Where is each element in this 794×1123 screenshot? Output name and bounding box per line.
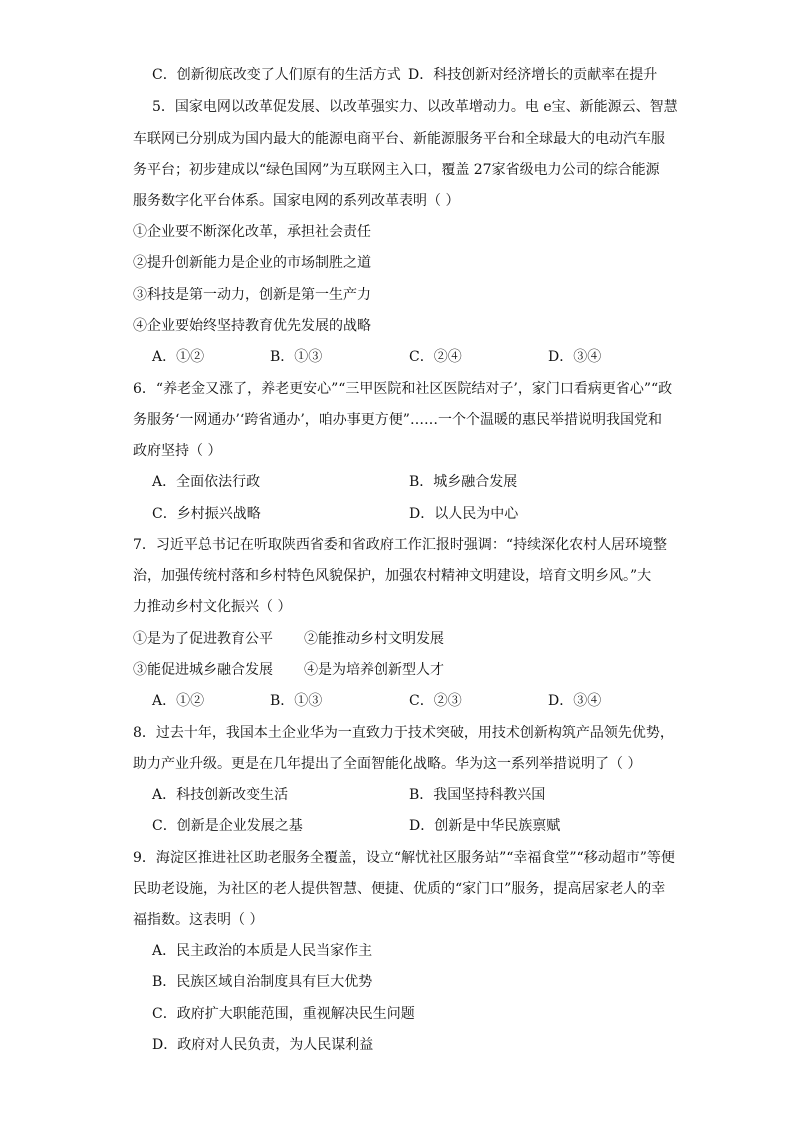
q7-statement: ④是为培养创新型人才 [304, 662, 444, 678]
q8-option-a[interactable]: A．科技创新改变生活 [152, 787, 289, 803]
q8-stem-line: 助力产业升级。更是在几年提出了全面智能化战略。华为这一系列举措说明了（ ） [133, 756, 642, 772]
q7-stem-line: 7．习近平总书记在听取陕西省委和省政府工作汇报时强调：“持续深化农村人居环境整 [133, 537, 668, 553]
q9-option-c[interactable]: C．政府扩大职能范围，重视解决民生问题 [152, 1006, 415, 1022]
q5-statement: ③科技是第一动力，创新是第一生产力 [133, 287, 371, 303]
q7-option-d[interactable]: D．③④ [548, 693, 602, 709]
q6-option-c[interactable]: C．乡村振兴战略 [152, 506, 261, 522]
q5-stem-line: 服务数字化平台体系。国家电网的系列改革表明（ ） [133, 193, 460, 209]
q8-option-d[interactable]: D．创新是中华民族禀赋 [409, 818, 561, 834]
q4-option-d: D．科技创新对经济增长的贡献率在提升 [408, 67, 658, 83]
q5-stem-line: 5．国家电网以改革促发展、以改革强实力、以改革增动力。电 e宝、新能源云、智慧 [152, 99, 678, 115]
q5-option-a[interactable]: A．①② [152, 349, 205, 365]
q6-option-b[interactable]: B．城乡融合发展 [409, 474, 518, 490]
q9-stem-line: 9．海淀区推进社区助老服务全覆盖，设立“解忧社区服务站”“幸福食堂”“移动超市”等便 [133, 850, 675, 866]
q5-stem-line: 车联网已分别成为国内最大的能源电商平台、新能源服务平台和全球最大的电动汽车服 [133, 131, 665, 147]
q5-statement: ④企业要始终坚持教育优先发展的战略 [133, 318, 371, 334]
q7-option-b[interactable]: B．①③ [270, 693, 323, 709]
q5-stem-line: 务平台；初步建成以“绿色国网”为互联网主入口，覆盖 27家省级电力公司的综合能源 [133, 162, 660, 178]
q6-stem-line: 6．“养老金又涨了，养老更安心”“三甲医院和社区医院结对子’，家门口看病更省心”“政 [133, 381, 673, 397]
q6-option-d[interactable]: D．以人民为中心 [409, 506, 519, 522]
q7-option-a[interactable]: A．①② [152, 693, 205, 709]
q9-stem-line: 福指数。这表明（ ） [133, 912, 264, 928]
q9-option-d[interactable]: D．政府对人民负责，为人民谋利益 [152, 1037, 374, 1053]
q7-stem-line: 治，加强传统村落和乡村特色风貌保护，加强农村精神文明建设，培育文明乡风。”大 [133, 568, 652, 584]
q7-statement: ①是为了促进教育公平 [133, 631, 273, 647]
q9-option-b[interactable]: B．民族区域自治制度具有巨大优势 [152, 974, 373, 990]
q8-option-b[interactable]: B．我国坚持科教兴国 [409, 787, 546, 803]
q9-option-a[interactable]: A．民主政治的本质是人民当家作主 [152, 943, 373, 959]
q7-stem-line: 力推动乡村文化振兴（ ） [133, 599, 292, 615]
q5-option-b[interactable]: B．①③ [270, 349, 323, 365]
q5-option-c[interactable]: C．②④ [409, 349, 462, 365]
q7-statement: ②能推动乡村文明发展 [304, 631, 444, 647]
q7-option-c[interactable]: C．②③ [409, 693, 462, 709]
q5-option-d[interactable]: D．③④ [548, 349, 602, 365]
q5-statement: ②提升创新能力是企业的市场制胜之道 [133, 255, 371, 271]
q7-statement: ③能促进城乡融合发展 [133, 662, 273, 678]
q4-option-c: C．创新彻底改变了人们原有的生活方式 [152, 67, 401, 83]
q6-stem-line: 务服务‘一网通办’‘跨省通办’，咱办事更方便”……一个个温暖的惠民举措说明我国党和 [133, 412, 662, 428]
q6-stem-line: 政府坚持（ ） [133, 443, 222, 459]
q8-option-c[interactable]: C．创新是企业发展之基 [152, 818, 303, 834]
q8-stem-line: 8．过去十年，我国本土企业华为一直致力于技术突破，用技术创新构筑产品领先优势， [133, 725, 674, 741]
q9-stem-line: 民助老设施，为社区的老人提供智慧、便捷、优质的“家门口”服务，提高居家老人的幸 [133, 881, 666, 897]
q5-statement: ①企业要不断深化改革，承担社会责任 [133, 224, 371, 240]
q6-option-a[interactable]: A．全面依法行政 [152, 474, 261, 490]
